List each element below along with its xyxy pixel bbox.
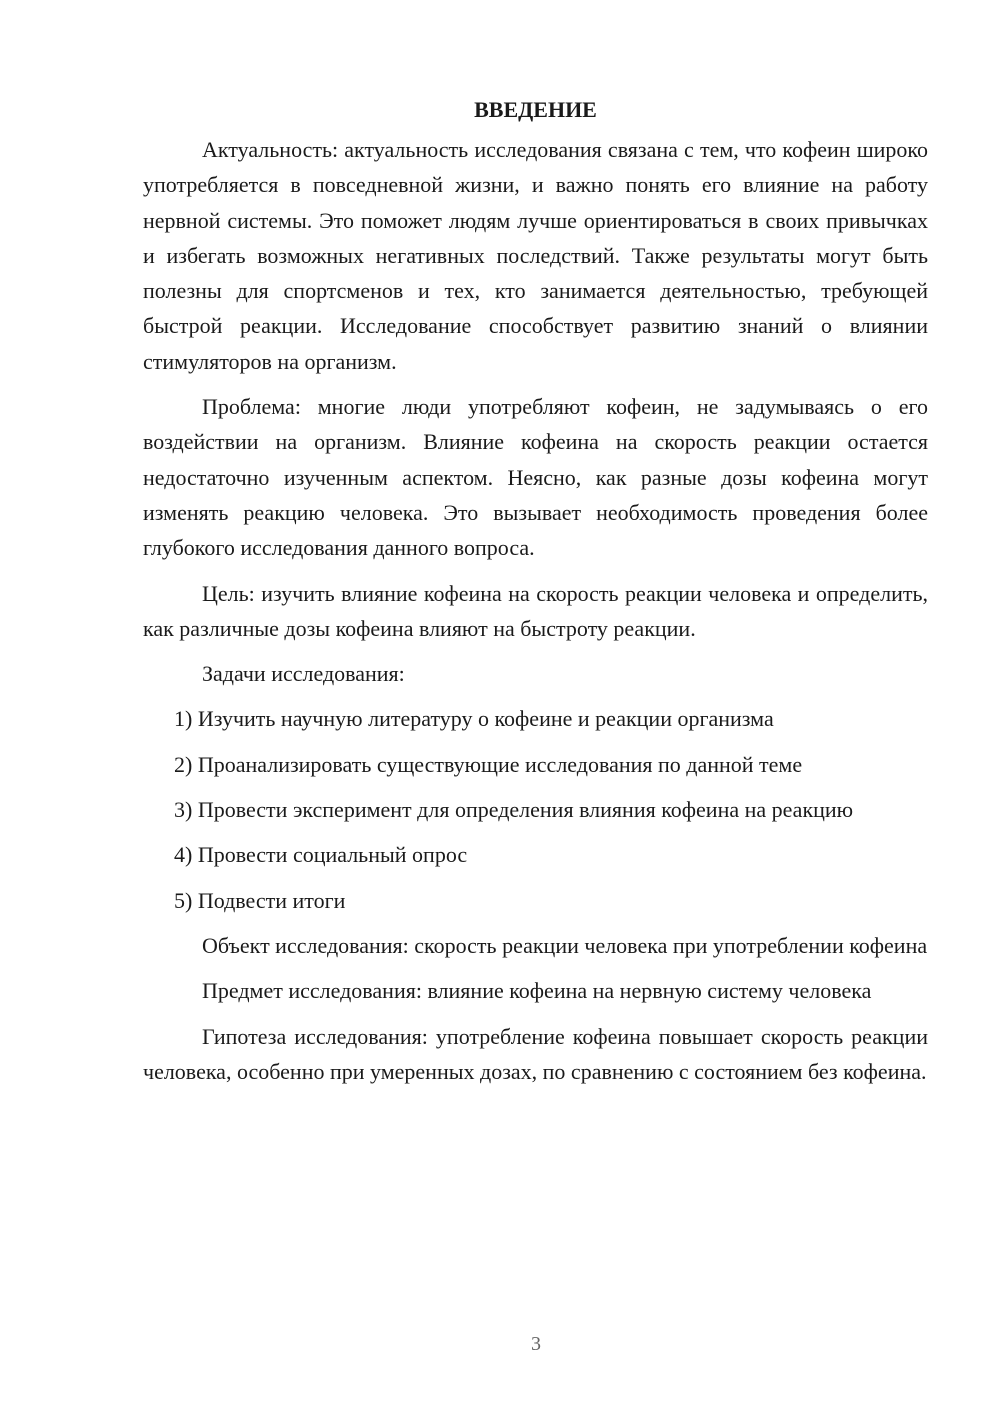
task-item: 3) Провести эксперимент для определения влияния кофеина на реакцию (174, 797, 854, 823)
page-title: ВВЕДЕНИЕ (474, 97, 597, 122)
task-item: 5) Подвести итоги (174, 887, 346, 913)
page-number: 3 (531, 1333, 541, 1355)
tasks-heading: Задачи исследования: (202, 661, 405, 687)
goal-paragraph: Цель: изучить влияние кофеина на скорость реакции человека и определить, как различные дозы кофеина влияют на быстроту реакции. (143, 580, 928, 641)
subject-paragraph: Предмет исследования: влияние кофеина на нервную систему человека (202, 978, 872, 1004)
object-paragraph: Объект исследования: скорость реакции человека при употреблении кофеина (202, 932, 928, 958)
task-item: 1) Изучить научную литературу о кофеине и реакции организма (174, 706, 774, 732)
hypothesis-paragraph: Гипотеза исследования: употребление кофеина повышает скорость реакции человека, особенно при умеренных дозах, по сравнению с состоянием без кофеина. (143, 1023, 928, 1084)
task-item: 2) Проанализировать существующие исследования по данной теме (174, 751, 803, 777)
document-page (143, 92, 928, 1089)
task-item: 4) Провести социальный опрос (174, 842, 468, 868)
relevance-paragraph: Актуальность: актуальность исследования связана с тем, что кофеин широко употребляется в повседневной жизни, и важно понять его влияние на работу нервной системы. Это поможет людям лучше ориентироваться в своих привычках и избегать возможных негативных последствий. Также результаты могут быть полезны для спортсменов и тех, кто занимается деятельностью, требующей быстрой реакции. Исследование способствует развитию знаний о влиянии стимуляторов на организм. (143, 137, 928, 374)
problem-paragraph: Проблема: многие люди употребляют кофеин, не задумываясь о его воздействии на организм. Влияние кофеина на скорость реакции остается недостаточно изученным аспектом. Неясно, как разные дозы кофеина могут изменять реакцию человека. Это вызывает необходимость проведения более глубокого исследования данного вопроса. (143, 394, 928, 561)
